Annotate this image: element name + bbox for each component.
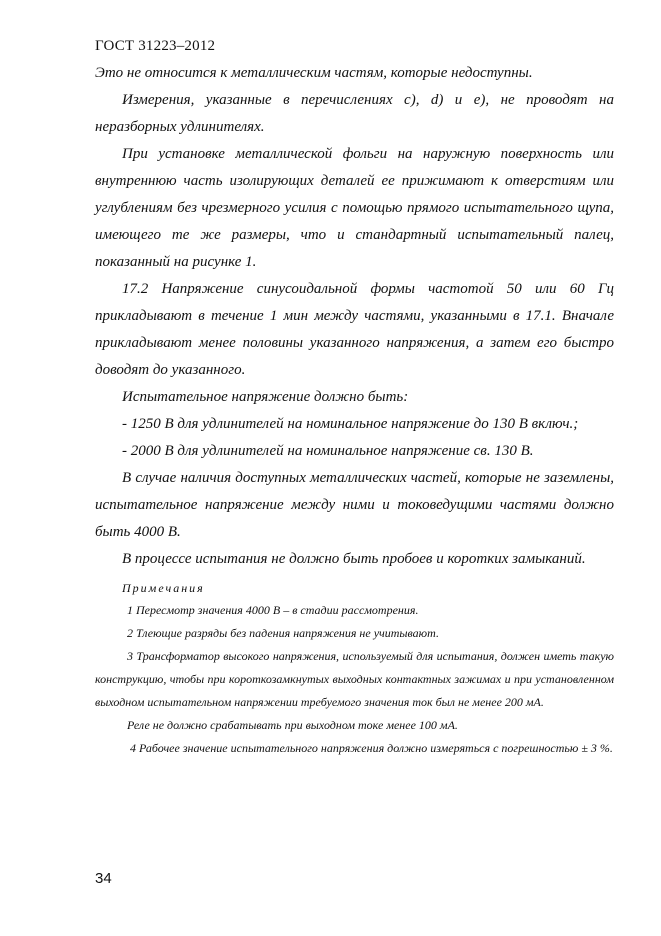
paragraph-6: В случае наличия доступных металлических частей, которые не заземлены, испытательное напряжение между ними и токоведущими частями должно быть 4000 В. — [95, 470, 614, 540]
notes-title: Примечания — [122, 581, 205, 595]
paragraph-5: Испытательное напряжение должно быть: — [122, 389, 409, 405]
page-body — [95, 60, 614, 760]
paragraph-3: При установке металлической фольги на наружную поверхность или внутреннюю часть изолирующих деталей ее прижимают к отверстиям или углублениям без чрезмерного усилия с помощью прямого испытательного щупа, имеющего те же размеры, что и стандартный испытательный палец, показанный на рисунке 1. — [95, 146, 614, 270]
paragraph-2: Измерения, указанные в перечислениях c), d) и e), не проводят на неразборных удлинителях. — [95, 92, 614, 135]
paragraph-1: Это не относится к металлическим частям, которые недоступны. — [95, 65, 533, 81]
note-1: 1 Пересмотр значения 4000 В – в стадии рассмотрения. — [127, 603, 419, 617]
paragraph-4: 17.2 Напряжение синусоидальной формы частотой 50 или 60 Гц прикладывают в течение 1 мин между частями, указанными в 17.1. Вначале прикладывают менее половины указанного напряжения, а затем его быстро доводят до указанного. — [95, 281, 614, 378]
list-item-1: - 1250 В для удлинителей на номинальное напряжение до 130 В включ.; — [122, 416, 579, 432]
note-3-continuation: Реле не должно срабатывать при выходном токе менее 100 мА. — [127, 718, 458, 732]
note-4: 4 Рабочее значение испытательного напряжения должно измеряться с погрешностью ± 3 %. — [130, 741, 613, 755]
note-3: 3 Трансформатор высокого напряжения, используемый для испытания, должен иметь такую конструкцию, чтобы при короткозамкнутых выходных контактных зажимах и при установленном выходном испытательном напряжении требуемого значения ток был не менее 200 мА. — [95, 649, 614, 709]
paragraph-7: В процессе испытания не должно быть пробоев и коротких замыканий. — [122, 551, 586, 567]
notes-section — [95, 577, 614, 760]
page-number: 34 — [95, 870, 112, 887]
document-header: ГОСТ 31223–2012 — [95, 38, 216, 54]
list-item-2: - 2000 В для удлинителей на номинальное напряжение св. 130 В. — [122, 443, 534, 459]
note-2: 2 Тлеющие разряды без падения напряжения не учитывают. — [127, 626, 439, 640]
